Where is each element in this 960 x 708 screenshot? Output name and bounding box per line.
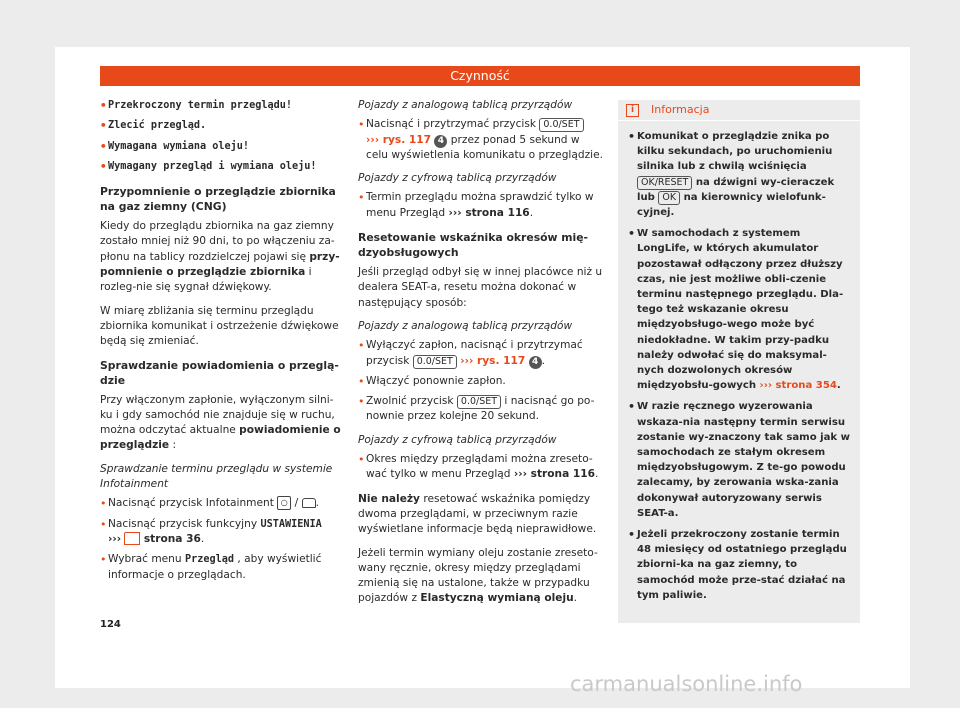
info-item: • W razie ręcznego wyzerowania wskaza-nia następny termin serwisu zostanie wy-znaczony tak samo jak w samochodach ze stałym okresem międzyobsługowym. Z te-go powodu zalecamy, by zerowania wska-zania dokonywał autoryzowany serwis SEAT-a. (628, 399, 850, 521)
step-item: • Termin przeglądu można sprawdzić tylko w menu Przegląd ››› strona 116. (358, 190, 603, 221)
step-item: • Zwolnić przycisk 0.0/SET i nacisnąć go po-nownie przez kolejne 20 sekund. (358, 394, 603, 425)
key-0-0-set: 0.0/SET (539, 118, 583, 132)
chapter-icon (124, 532, 140, 545)
info-header: i Informacja (618, 100, 860, 121)
key-0-0-set: 0.0/SET (413, 355, 457, 369)
no-reset-paragraph: Nie należy resetować wskaźnika pomiędzy dwoma przeglądami, w przeciwnym razie wyświetlane informacje będą nieprawidłowe. (358, 492, 597, 536)
column-left (100, 98, 342, 588)
info-icon: i (626, 104, 639, 117)
step-item: • Nacisnąć przycisk Infotainment ○ / . (100, 496, 342, 511)
reset-heading: Resetowanie wskaźnika okresów mię-dzyobsługowych (358, 231, 589, 260)
info-item: • Komunikat o przeglądzie znika po kilku sekundach, po uruchomieniu silnika lub z chwilą wciśnięcia OK/RESET na dźwigni wy-cieraczek lub OK na kierownicy wielofunk-cyjnej. (628, 129, 850, 220)
watermark: carmanualsonline.info (570, 672, 803, 696)
digital-subheading: Pojazdy z cyfrową tablicą przyrządów (358, 433, 557, 446)
step-item: • Włączyć ponownie zapłon. (358, 374, 603, 389)
key-ok-reset: OK/RESET (637, 176, 692, 190)
figure-callout: 4 (529, 356, 542, 369)
car-menu-icon (302, 498, 316, 508)
step-item: • Okres między przeglądami można zreseto-wać tylko w menu Przegląd ››› strona 116. (358, 452, 603, 483)
cng-heading: Przypomnienie o przeglądzie zbiornika na gaz ziemny (CNG) (100, 185, 336, 214)
infotainment-subheading: Sprawdzanie terminu przeglądu w systemie Infotainment (100, 462, 333, 491)
figure-callout: 4 (434, 135, 447, 148)
reset-paragraph: Jeśli przegląd odbył się w innej placówce niż u dealera SEAT-a, resetu można dokonać w następujący sposób: (358, 266, 603, 309)
page-number: 124 (100, 619, 121, 630)
info-item: • W samochodach z systemem LongLife, w których akumulator pozostawał odłączony przez dłuższy czas, nie jest możliwe obli-czenie terminu następnego przeglądu. Dla-tego też wskazanie okresu międzyobsługo-wego może być niedokładne. W takim przy-padku należy odwołać się do maksymal-nych dozwolonych okresów międzyobsłu-gowych ››› strona 354. (628, 226, 850, 393)
info-body (618, 121, 860, 603)
step-item: • Wyłączyć zapłon, nacisnąć i przytrzymać przycisk 0.0/SET ››› rys. 117 4 . (358, 338, 603, 369)
analog-subheading: Pojazdy z analogową tablicą przyrządów (358, 99, 573, 111)
analog-subheading: Pojazdy z analogową tablicą przyrządów (358, 319, 573, 332)
cng-paragraph: Kiedy do przeglądu zbiornika na gaz ziemny zostało mniej niż 90 dni, to po włączeniu za-płonu na tablicy rozdzielczej pojawi się przy-pomnienie o przeglądzie zbiornika i rozleg-nie się sygnał dźwiękowy. (100, 220, 340, 294)
digital-subheading: Pojazdy z cyfrową tablicą przyrządów (358, 172, 557, 185)
warning-message: • Wymagana wymiana oleju! (100, 139, 342, 154)
key-0-0-set: 0.0/SET (457, 395, 501, 409)
info-box (618, 100, 860, 623)
section-header: Czynność (100, 66, 860, 86)
step-item: • Wybrać menu Przegląd , aby wyświetlić informacje o przeglądach. (100, 552, 342, 583)
info-item: • Jeżeli przekroczony zostanie termin 48 miesięcy od ostatniego przeglądu zbiorni-ka na gaz ziemny, to samochód może prze-stać działać na tym paliwie. (628, 527, 850, 603)
warning-message: • Wymagany przegląd i wymiana oleju! (100, 159, 342, 174)
step-item: • Nacisnąć przycisk funkcyjny USTAWIENIA ››› strona 36. (100, 517, 342, 548)
check-heading: Sprawdzanie powiadomienia o przeglą-dzie (100, 358, 339, 387)
column-middle (358, 98, 603, 615)
step-item: • Nacisnąć i przytrzymać przycisk 0.0/SET ››› rys. 117 4 przez ponad 5 sekund w celu wyświetlenia komunikatu o przeglądzie. (358, 117, 603, 163)
car-icon: ○ (277, 496, 291, 510)
warning-message: • Zlecić przegląd. (100, 118, 342, 133)
check-paragraph: Przy włączonym zapłonie, wyłączonym silni-ku i gdy samochód nie znajduje się w ruchu, można odczytać aktualne powiadomienie o przeglądzie : (100, 393, 341, 452)
key-ok: OK (658, 191, 680, 205)
oil-paragraph: Jeżeli termin wymiany oleju zostanie zreseto-wany ręcznie, okresy między przeglądami zmienią się na ustalone, także w przypadku pojazdów z Elastyczną wymianą oleju. (358, 546, 598, 605)
cng-paragraph-2: W miarę zbliżania się terminu przeglądu zbiornika komunikat i ostrzeżenie dźwiękowe będą się zmieniać. (100, 304, 339, 348)
warning-message: • Przekroczony termin przeglądu! (100, 98, 342, 113)
